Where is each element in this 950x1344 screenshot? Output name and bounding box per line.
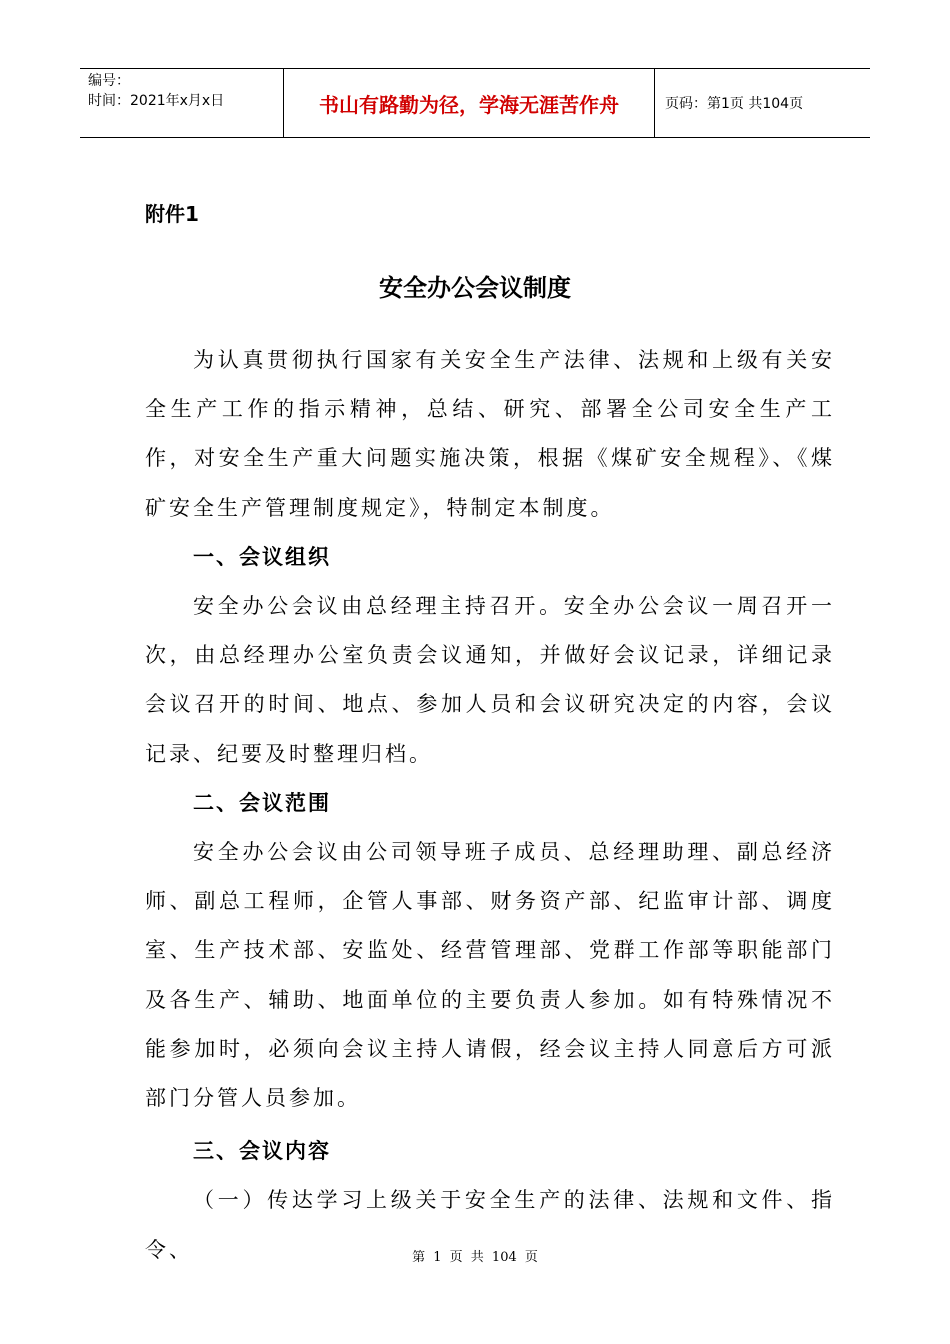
document-number-label: 编号：	[88, 73, 130, 89]
scope-paragraph: 安全办公会议由公司领导班子成员、总经理助理、副总经济师、副总工程师，企管人事部、财务资产部、纪监审计部、调度室、生产技术部、安监处、经营管理部、党群工作部等职能部门及各生产、辅助、地面单位的主要负责人参加。如有特殊情况不能参加时，必须向会议主持人请假，经会议主持人同意后方可派部门分管人员参加。	[145, 840, 835, 1111]
section-heading-scope: 二、会议范围	[193, 790, 331, 815]
header-meta-cell	[80, 69, 283, 137]
content-paragraph: （一）传达学习上级关于安全生产的法律、法规和文件、指令、	[145, 1188, 835, 1262]
section-heading-organization: 一、会议组织	[193, 544, 331, 569]
document-body	[145, 336, 835, 1275]
header-page-info: 页码：第1页 共104页	[665, 96, 804, 112]
header-motto: 书山有路勤为径，学海无涯苦作舟	[283, 69, 655, 137]
document-date: 时间：2021年x月x日	[88, 93, 225, 109]
intro-paragraph: 为认真贯彻执行国家有关安全生产法律、法规和上级有关安全生产工作的指示精神，总结、研究、部署全公司安全生产工作，对安全生产重大问题实施决策，根据《煤矿安全规程》、《煤矿安全生产管理制度规定》，特制定本制度。	[145, 348, 835, 520]
organization-paragraph: 安全办公会议由总经理主持召开。安全办公会议一周召开一次，由总经理办公室负责会议通知，并做好会议记录，详细记录会议召开的时间、地点、参加人员和会议研究决定的内容，会议记录、纪要及时整理归档。	[145, 594, 835, 766]
attachment-label: 附件1	[145, 202, 199, 226]
page-footer: 第 1 页 共 104 页	[412, 1250, 538, 1265]
header-table	[80, 68, 870, 138]
section-heading-content: 三、会议内容	[193, 1139, 331, 1164]
document-title: 安全办公会议制度	[379, 274, 571, 302]
